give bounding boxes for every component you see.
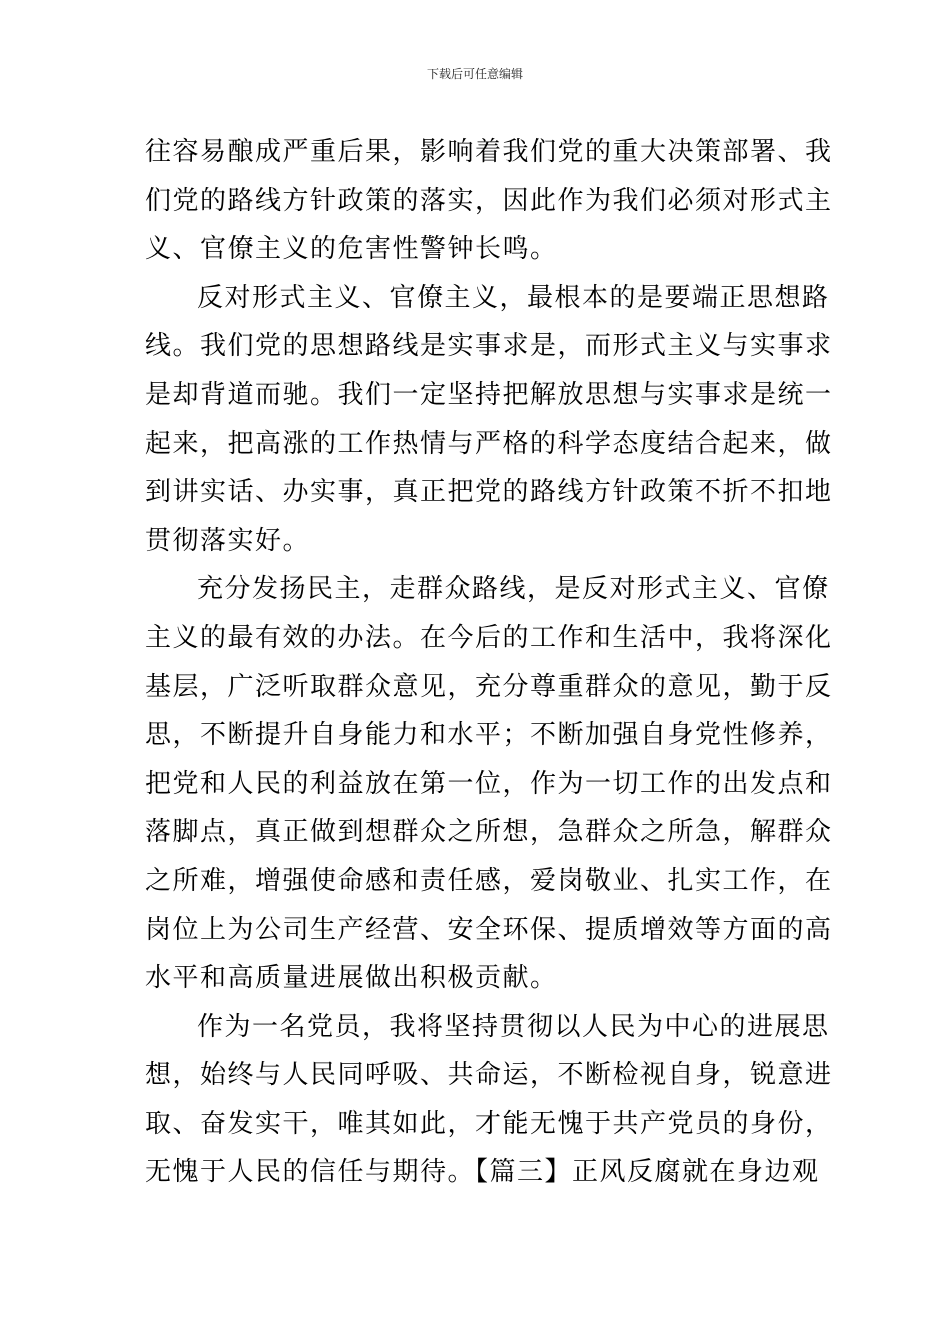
text-line: 取、奋发实干，唯其如此，才能无愧于共产党员的身份， [145, 1108, 833, 1139]
text-line: 把党和人民的利益放在第一位，作为一切工作的出发点和 [145, 768, 833, 799]
paragraph-4 [145, 1003, 833, 1197]
text-line: 贯彻落实好。 [145, 525, 311, 556]
text-line: 想，始终与人民同呼吸、共命运，不断检视自身，锐意进 [145, 1060, 833, 1091]
text-line: 起来，把高涨的工作热情与严格的科学态度结合起来，做 [145, 428, 833, 459]
text-line: 往容易酿成严重后果，影响着我们党的重大决策部署、我 [145, 137, 833, 167]
paragraph-3 [145, 565, 833, 1002]
text-line: 思，不断提升自身能力和水平；不断加强自身党性修养， [145, 720, 833, 751]
text-line: 落脚点，真正做到想群众之所想，急群众之所急，解群众 [145, 817, 833, 848]
document-body [145, 128, 833, 1197]
text-line: 主义的最有效的办法。在今后的工作和生活中，我将深化 [145, 622, 833, 653]
text-line: 无愧于人民的信任与期待。【篇三】正风反腐就在身边观 [145, 1157, 820, 1188]
text-line: 是却背道而驰。我们一定坚持把解放思想与实事求是统一 [145, 379, 833, 410]
text-line: 充分发扬民主，走群众路线，是反对形式主义、官僚 [197, 574, 830, 605]
text-line: 岗位上为公司生产经营、安全环保、提质增效等方面的高 [145, 914, 833, 945]
page-header: 下载后可任意编辑 [426, 67, 523, 81]
text-line: 之所难，增强使命感和责任感，爱岗敬业、扎实工作，在 [145, 865, 833, 896]
text-line: 线。我们党的思想路线是实事求是，而形式主义与实事求 [145, 331, 833, 362]
text-line: 反对形式主义、官僚主义，最根本的是要端正思想路 [197, 282, 830, 313]
text-line: 基层，广泛听取群众意见，充分尊重群众的意见，勤于反 [145, 671, 833, 702]
paragraph-1 [145, 128, 833, 274]
text-line: 义、官僚主义的危害性警钟长鸣。 [145, 234, 558, 265]
text-line: 水平和高质量进展做出积极贡献。 [145, 963, 558, 994]
text-line: 们党的路线方针政策的落实，因此作为我们必须对形式主 [145, 185, 833, 216]
text-line: 到讲实话、办实事，真正把党的路线方针政策不折不扣地 [145, 477, 833, 508]
text-line: 作为一名党员，我将坚持贯彻以人民为中心的进展思 [197, 1011, 830, 1042]
paragraph-2 [145, 274, 833, 566]
